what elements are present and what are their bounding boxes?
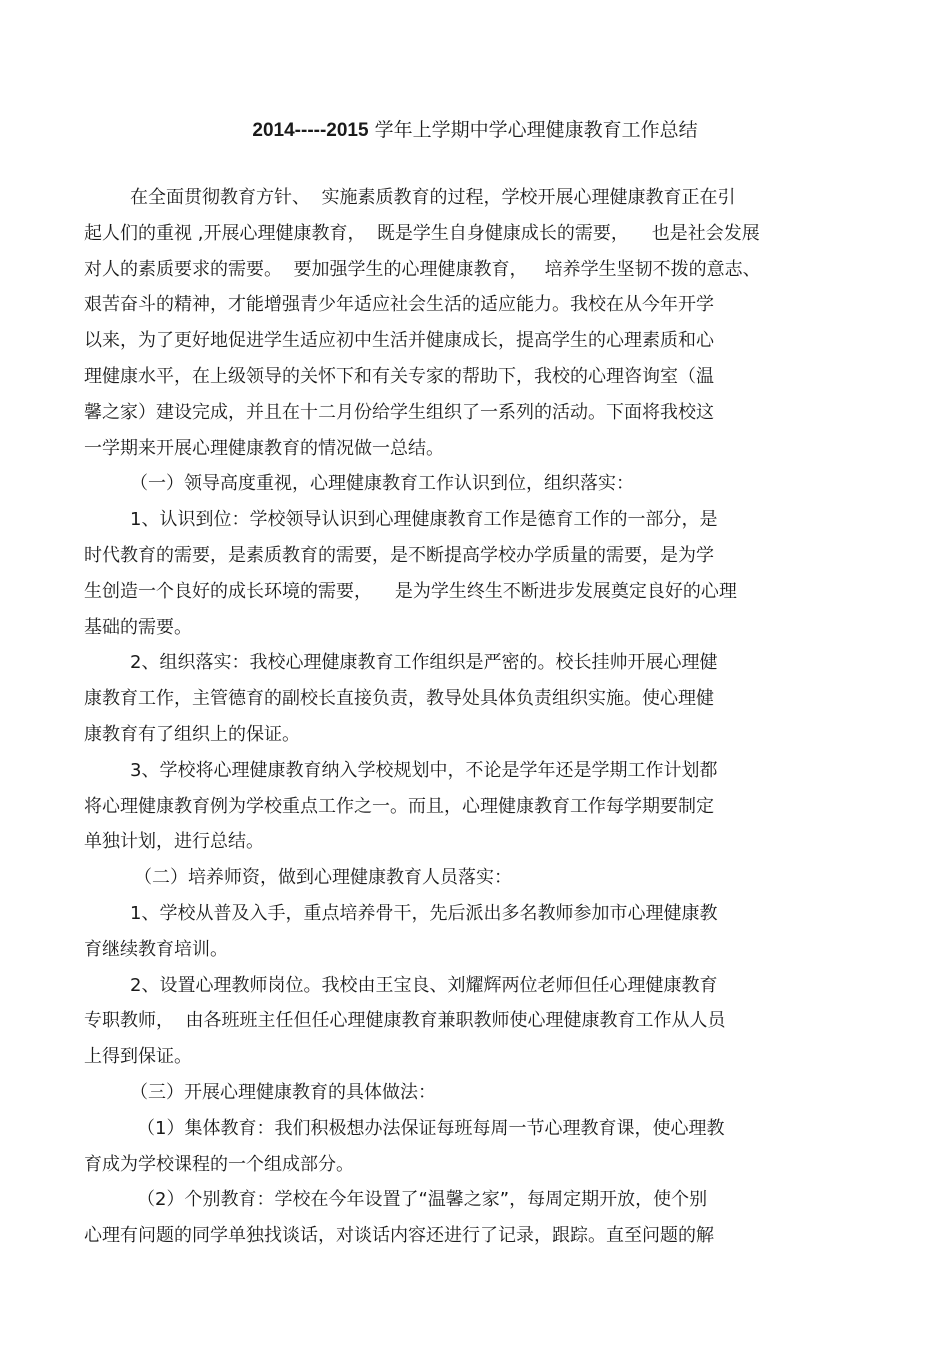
paragraph-line: 康教育有了组织上的保证。 <box>84 723 300 745</box>
paragraph-line: 起人们的重视 ,开展心理健康教育， 既是学生自身健康成长的需要， 也是社会发展 <box>84 222 760 244</box>
paragraph-line: 3、学校将心理健康教育纳入学校规划中，不论是学年还是学期工作计划都 <box>130 759 718 781</box>
paragraph-line: 育成为学校课程的一个组成部分。 <box>84 1153 354 1175</box>
paragraph-line: 2、设置心理教师岗位。我校由王宝良、刘耀辉两位老师但任心理健康教育 <box>130 974 718 996</box>
document-title <box>0 116 950 145</box>
paragraph-line: 基础的需要。 <box>84 616 192 638</box>
paragraph-line: 对人的素质要求的需要。 要加强学生的心理健康教育， 培养学生坚韧不拨的意志、 <box>84 258 761 280</box>
title-year: 2014-----2015 <box>252 120 369 141</box>
paragraph-line: 专职教师， 由各班班主任但任心理健康教育兼职教师使心理健康教育工作从人员 <box>84 1010 726 1032</box>
section-heading: （三）开展心理健康教育的具体做法： <box>130 1081 436 1103</box>
section-heading: （二）培养师资，做到心理健康教育人员落实： <box>134 867 512 889</box>
paragraph-line: 以来，为了更好地促进学生适应初中生活并健康成长，提高学生的心理素质和心 <box>84 330 714 352</box>
paragraph-line: 1、认识到位：学校领导认识到心理健康教育工作是德育工作的一部分，是 <box>130 509 718 531</box>
paragraph-line: 上得到保证。 <box>84 1046 192 1068</box>
paragraph-line: （2）个别教育：学校在今年设置了“温馨之家”，每周定期开放，使个别 <box>137 1189 708 1211</box>
paragraph-line: 康教育工作，主管德育的副校长直接负责，教导处具体负责组织实施。使心理健 <box>84 688 714 710</box>
document-body <box>84 180 884 1254</box>
paragraph-line: 心理有问题的同学单独找谈话，对谈话内容还进行了记录，跟踪。直至问题的解 <box>84 1225 714 1247</box>
paragraph-line: 在全面贯彻教育方针、 实施素质教育的过程，学校开展心理健康教育正在引 <box>130 187 736 208</box>
paragraph-line: 将心理健康教育例为学校重点工作之一。而且，心理健康教育工作每学期要制定 <box>84 795 714 817</box>
paragraph-line: 一学期来开展心理健康教育的情况做一总结。 <box>84 437 444 459</box>
title-text: 学年上学期中学心理健康教育工作总结 <box>368 119 698 141</box>
paragraph-line: 2、组织落实：我校心理健康教育工作组织是严密的。校长挂帅开展心理健 <box>130 652 718 674</box>
paragraph-line: 单独计划，进行总结。 <box>84 831 264 853</box>
paragraph-line: 育继续教育培训。 <box>84 938 228 960</box>
paragraph-line: （1）集体教育：我们积极想办法保证每班每周一节心理教育课，使心理教 <box>137 1117 725 1139</box>
paragraph-line: 生创造一个良好的成长环境的需要， 是为学生终生不断进步发展奠定良好的心理 <box>84 580 737 602</box>
paragraph-line: 1、学校从普及入手，重点培养骨干，先后派出多名教师参加市心理健康教 <box>130 902 718 924</box>
paragraph-line: 馨之家）建设完成，并且在十二月份给学生组织了一系列的活动。下面将我校这 <box>84 401 714 423</box>
paragraph-line: 时代教育的需要，是素质教育的需要，是不断提高学校办学质量的需要，是为学 <box>84 544 714 566</box>
paragraph-line: 理健康水平，在上级领导的关怀下和有关专家的帮助下，我校的心理咨询室（温 <box>84 365 714 387</box>
paragraph-line: 艰苦奋斗的精神，才能增强青少年适应社会生活的适应能力。我校在从今年开学 <box>84 294 714 316</box>
section-heading: （一）领导高度重视，心理健康教育工作认识到位，组织落实： <box>130 473 634 495</box>
